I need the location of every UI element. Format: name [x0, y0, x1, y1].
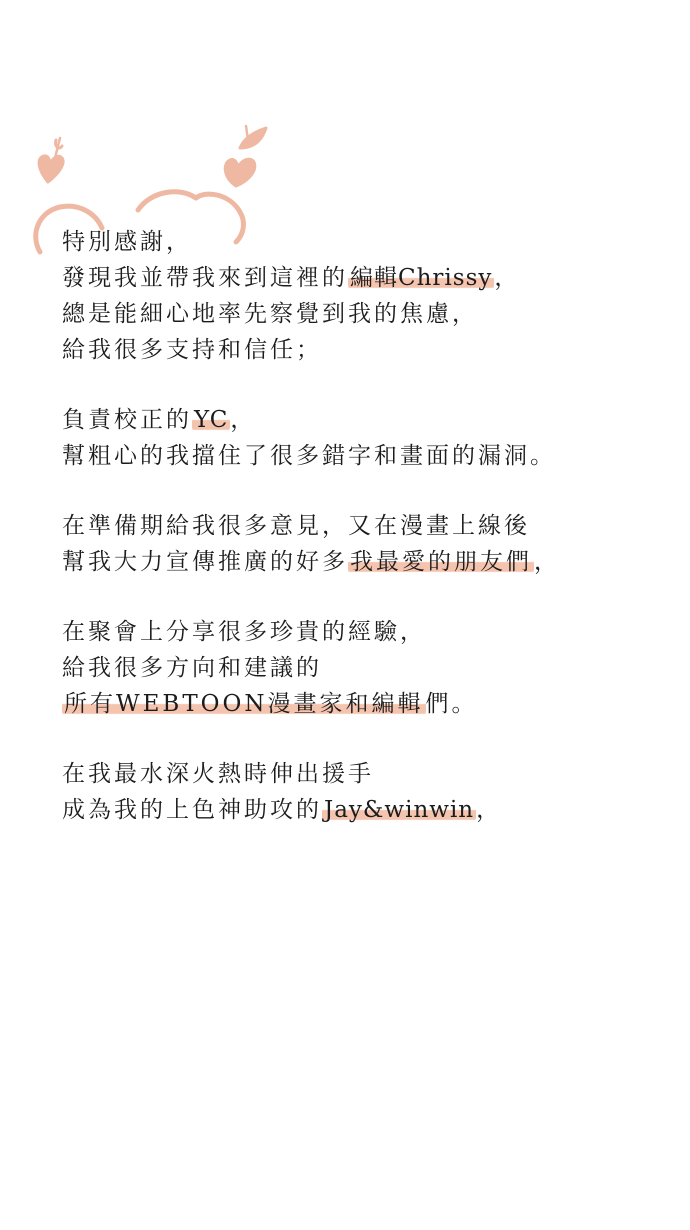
text-line — [62, 508, 682, 544]
punctuation: ， — [494, 265, 521, 291]
text-line-content: 負責校正的 — [62, 407, 192, 433]
text-line — [62, 650, 682, 686]
highlighted-name: YC — [194, 407, 229, 433]
highlighted-name: 我最愛的朋友們 — [350, 549, 532, 575]
paragraph-gap — [62, 474, 682, 508]
highlighted-name: 編輯Chrissy — [350, 265, 493, 291]
text-line — [62, 438, 682, 474]
highlighted-name: 所有WEBTOON漫畫家和編輯 — [64, 691, 424, 717]
punctuation: ， — [476, 797, 503, 823]
text-line — [62, 756, 682, 792]
text-line — [62, 296, 682, 332]
text-line — [62, 402, 682, 438]
cloud-hearts-doodle-icon — [0, 0, 300, 260]
text-line-content: 給我很多方向和建議的 — [62, 655, 322, 681]
paragraph-gap — [62, 580, 682, 614]
punctuation: ， — [230, 407, 257, 433]
text-line — [62, 792, 682, 828]
acknowledgements-text — [62, 224, 682, 828]
text-line-content: 幫粗心的我擋住了很多錯字和畫面的漏洞。 — [62, 443, 556, 469]
text-line-content: 發現我並帶我來到這裡的 — [62, 265, 348, 291]
punctuation: ， — [534, 549, 560, 575]
highlighted-name: Jay&winwin — [324, 797, 475, 823]
text-line-content: 在我最水深火熱時伸出援手 — [62, 761, 374, 787]
text-line-content: 幫我大力宣傳推廣的好多 — [62, 549, 348, 575]
text-line — [62, 544, 682, 580]
text-line — [62, 332, 682, 368]
text-line-content: 在聚會上分享很多珍貴的經驗， — [62, 619, 426, 645]
text-line — [62, 260, 682, 296]
paragraph-gap — [62, 368, 682, 402]
text-line-content: 給我很多支持和信任； — [62, 337, 322, 363]
text-line-content: 總是能細心地率先察覺到我的焦慮， — [62, 301, 478, 327]
text-line-content: 們。 — [425, 691, 478, 717]
text-line — [62, 224, 682, 260]
text-line — [62, 614, 682, 650]
text-line-content: 成為我的上色神助攻的 — [62, 797, 322, 823]
text-line — [62, 686, 682, 722]
paragraph-gap — [62, 722, 682, 756]
text-line-content: 特別感謝， — [62, 229, 192, 255]
text-line-content: 在準備期給我很多意見，又在漫畫上線後 — [62, 513, 530, 539]
